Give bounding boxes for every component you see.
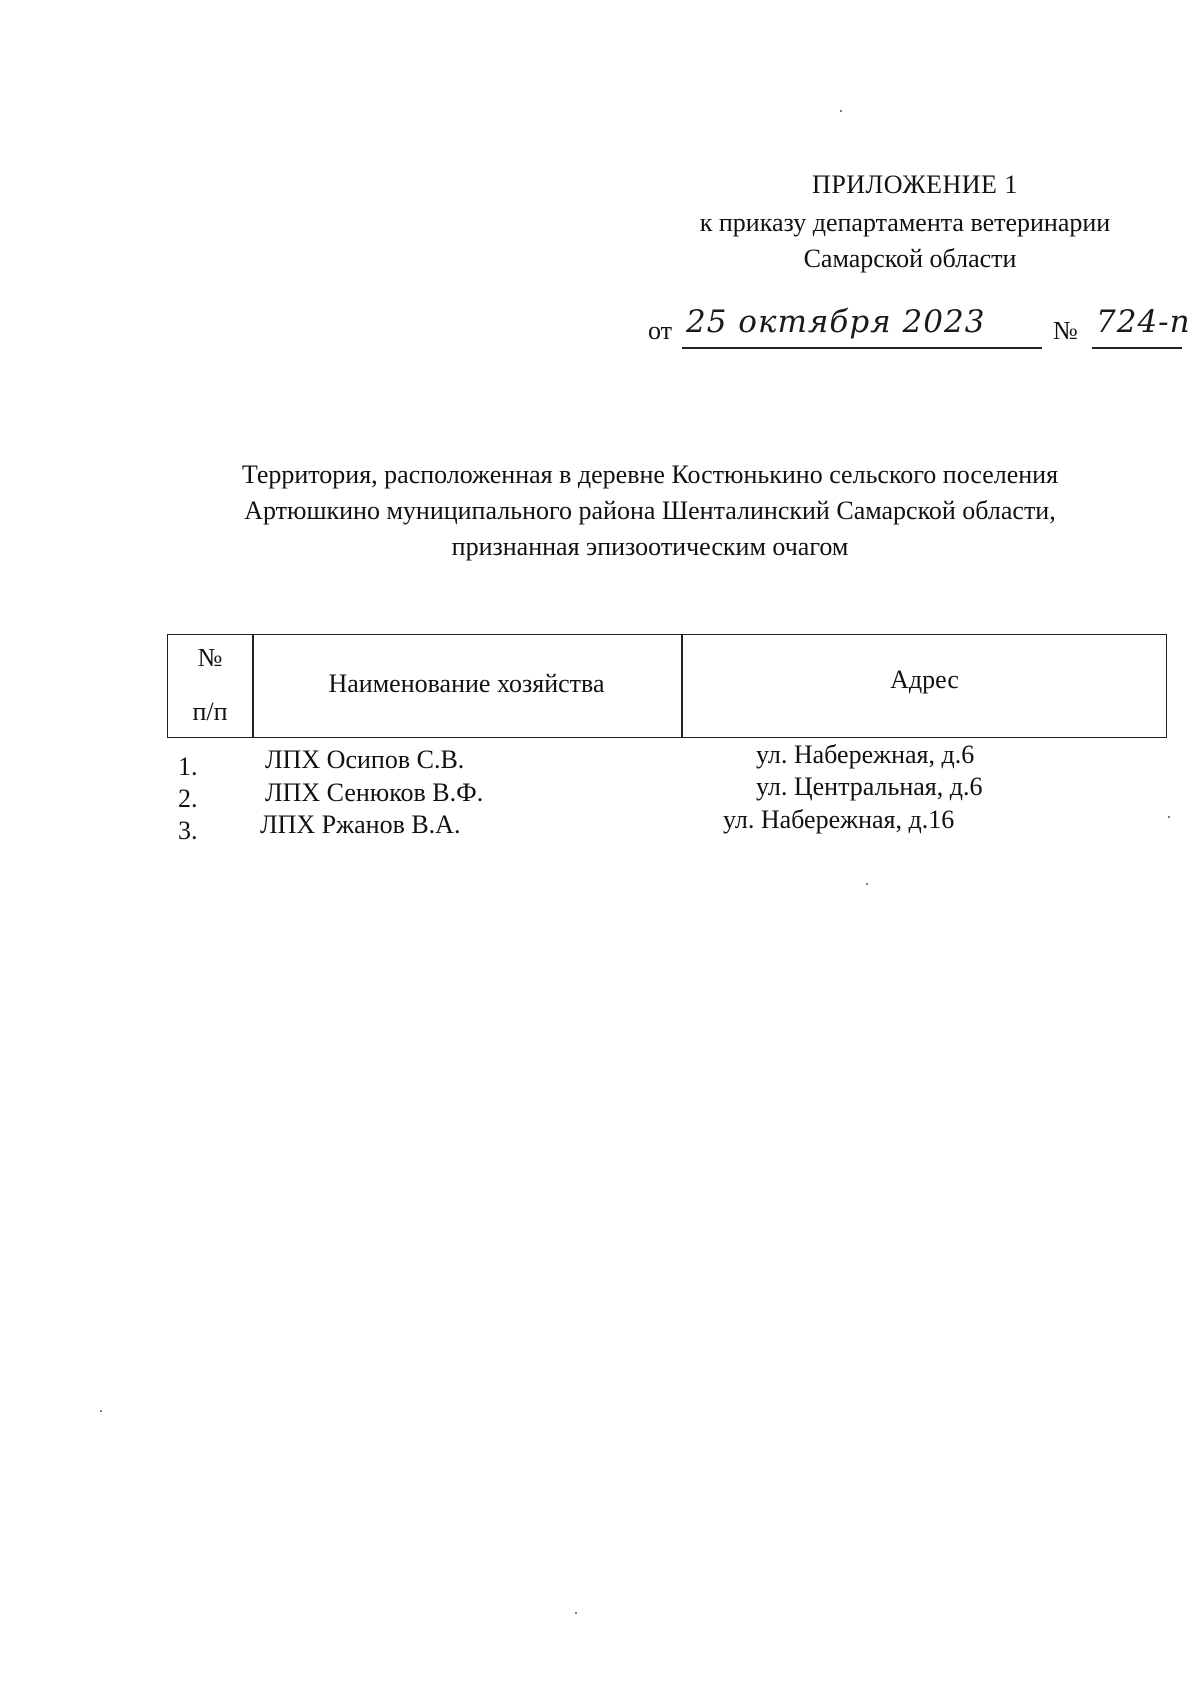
table-header xyxy=(167,634,1167,738)
number-underline xyxy=(1092,347,1182,349)
scan-speck xyxy=(840,110,842,112)
row-num: 3. xyxy=(178,816,198,845)
header-address: Адрес xyxy=(890,665,959,694)
row-farm-name: ЛПХ Сенюков В.Ф. xyxy=(265,778,484,807)
header-num-label: п/п xyxy=(192,697,228,726)
scan-speck xyxy=(866,883,868,885)
order-date-number-line xyxy=(648,304,1191,354)
row-farm-name: ЛПХ Ржанов В.А. xyxy=(260,810,461,839)
row-address: ул. Набережная, д.16 xyxy=(723,805,955,834)
title-line-1: Территория, расположенная в деревне Костюнькино сельского поселения xyxy=(241,460,1059,489)
title-line-3: признанная эпизоотическим очагом xyxy=(451,532,849,561)
row-num: 1. xyxy=(178,752,198,781)
scan-speck xyxy=(575,1612,577,1614)
header-num-symbol: № xyxy=(197,643,223,672)
date-prefix: от xyxy=(648,316,673,345)
handwritten-date: 25 октября 2023 xyxy=(686,304,986,340)
row-address: ул. Набережная, д.6 xyxy=(756,740,975,769)
date-underline xyxy=(682,347,1042,349)
scan-speck xyxy=(100,1410,102,1412)
appendix-order-reference: к приказу департамента ветеринарии xyxy=(699,208,1111,237)
scan-speck xyxy=(1168,816,1170,818)
title-line-2: Артюшкино муниципального района Шенталинский Самарской области, xyxy=(244,496,1056,525)
row-num: 2. xyxy=(178,784,198,813)
header-farm-name: Наименование хозяйства xyxy=(328,669,605,698)
appendix-region: Самарской области xyxy=(803,244,1017,273)
row-address: ул. Центральная, д.6 xyxy=(756,772,983,801)
row-farm-name: ЛПХ Осипов С.В. xyxy=(265,745,465,774)
appendix-title: ПРИЛОЖЕНИЕ 1 xyxy=(812,170,1018,199)
handwritten-number: 724-п xyxy=(1096,304,1191,340)
number-prefix: № xyxy=(1053,316,1078,345)
